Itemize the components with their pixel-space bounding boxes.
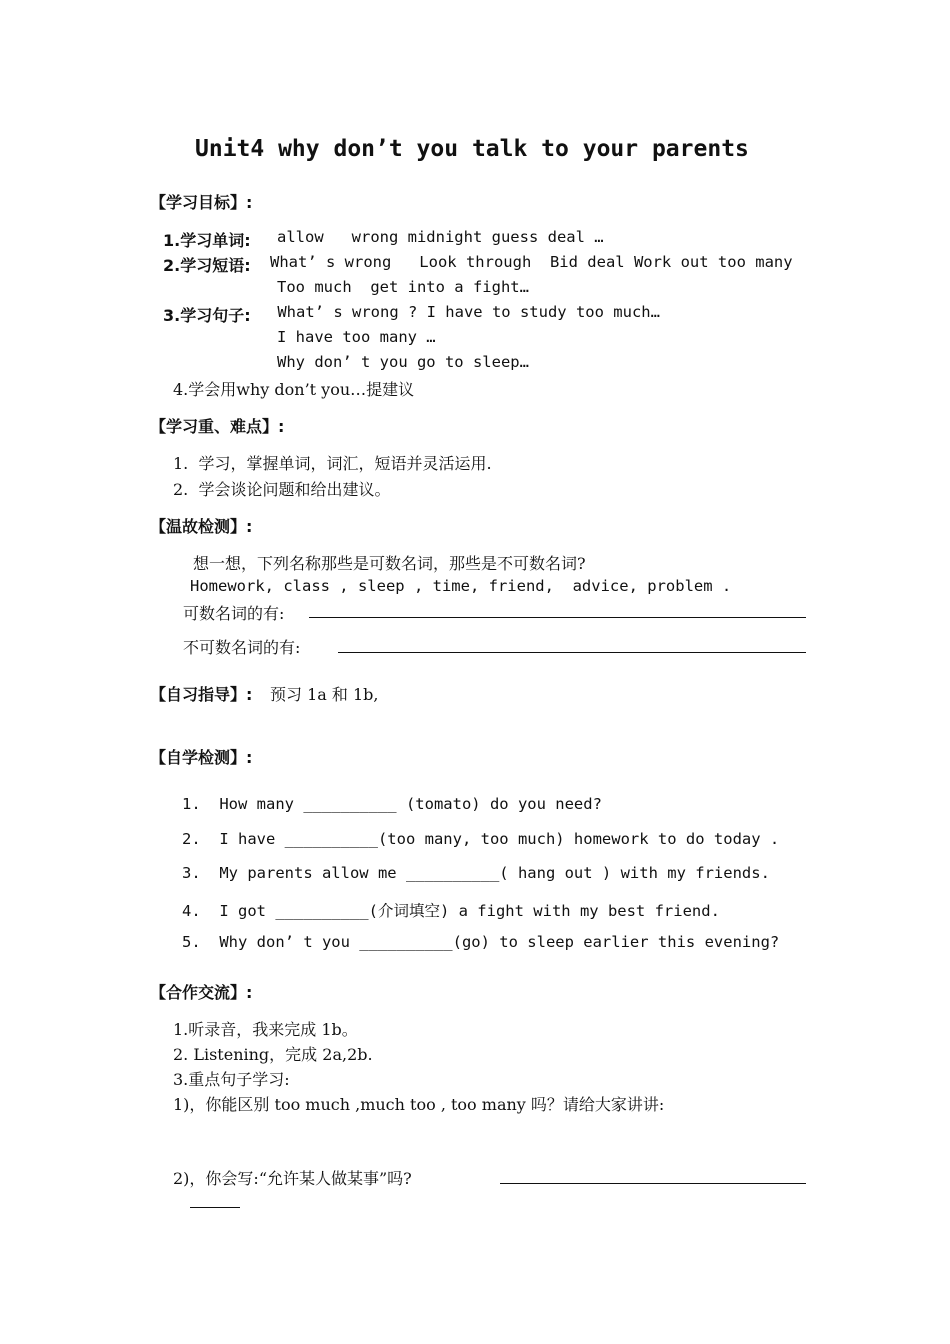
- self-test-item-5: 5. Why don’ t you __________(go) to sleep earlier this evening?: [182, 933, 780, 951]
- q2-answer-line[interactable]: [500, 1183, 806, 1184]
- cooperation-item-4: 1)，你能区别 too much ,much too , too many 吗？请给大家讲讲:: [173, 1095, 665, 1114]
- countable-answer-line[interactable]: [309, 617, 806, 618]
- self-test-item-2: 2. I have __________(too many, too much) homework to do today .: [182, 830, 780, 848]
- cooperation-heading: 【合作交流】:: [150, 983, 253, 1002]
- objectives-heading: 【学习目标】:: [150, 193, 253, 212]
- objective-3-label: 3.学习句子:: [163, 306, 251, 325]
- cooperation-item-1: 1.听录音，我来完成 1b。: [173, 1020, 358, 1039]
- objective-3-text: What’ s wrong ? I have to study too much…: [268, 303, 660, 321]
- review-heading: 【温故检测】:: [150, 517, 253, 536]
- page-title: Unit4 why don’t you talk to your parents: [195, 136, 749, 162]
- objective-1-label: 1.学习单词:: [163, 231, 251, 250]
- review-words: Homework, class , sleep , time, friend, advice, problem .: [190, 577, 732, 595]
- objective-3-cont-2: Why don’ t you go to sleep…: [277, 353, 529, 371]
- key-point-1: 1. 学习，掌握单词，词汇，短语并灵活运用.: [173, 454, 492, 473]
- countable-label: 可数名词的有:: [183, 604, 285, 623]
- objective-3-cont-1: I have too many …: [277, 328, 436, 346]
- self-guide-text: 预习 1a 和 1b,: [270, 685, 379, 704]
- cooperation-item-3: 3.重点句子学习:: [173, 1070, 290, 1089]
- self-guide-heading: 【自习指导】:: [150, 685, 253, 704]
- objective-2-label: 2.学习短语:: [163, 256, 251, 275]
- cooperation-item-2: 2. Listening，完成 2a,2b.: [173, 1045, 373, 1064]
- key-points-heading: 【学习重、难点】:: [150, 417, 285, 436]
- self-test-item-3: 3. My parents allow me __________( hang out ) with my friends.: [182, 864, 770, 882]
- q2-answer-line-cont[interactable]: [190, 1207, 240, 1208]
- key-point-2: 2. 学会谈论问题和给出建议。: [173, 480, 391, 499]
- objective-2-text: What’ s wrong Look through Bid deal Work out too many: [270, 253, 793, 271]
- uncountable-answer-line[interactable]: [338, 652, 806, 653]
- objective-1-text: allow wrong midnight guess deal …: [277, 228, 604, 246]
- self-test-item-1: 1. How many __________ (tomato) do you need?: [182, 795, 602, 813]
- objective-2-cont: Too much get into a fight…: [277, 278, 529, 296]
- self-test-item-4: 4. I got __________(介词填空) a fight with my best friend.: [182, 902, 720, 920]
- uncountable-label: 不可数名词的有:: [183, 638, 301, 657]
- self-test-heading: 【自学检测】:: [150, 748, 253, 767]
- cooperation-q2: 2)，你会写:“允许某人做某事”吗?: [173, 1169, 412, 1188]
- objective-4: 4.学会用why don’t you…提建议: [173, 380, 415, 399]
- review-prompt: 想一想，下列名称那些是可数名词，那些是不可数名词?: [193, 554, 586, 573]
